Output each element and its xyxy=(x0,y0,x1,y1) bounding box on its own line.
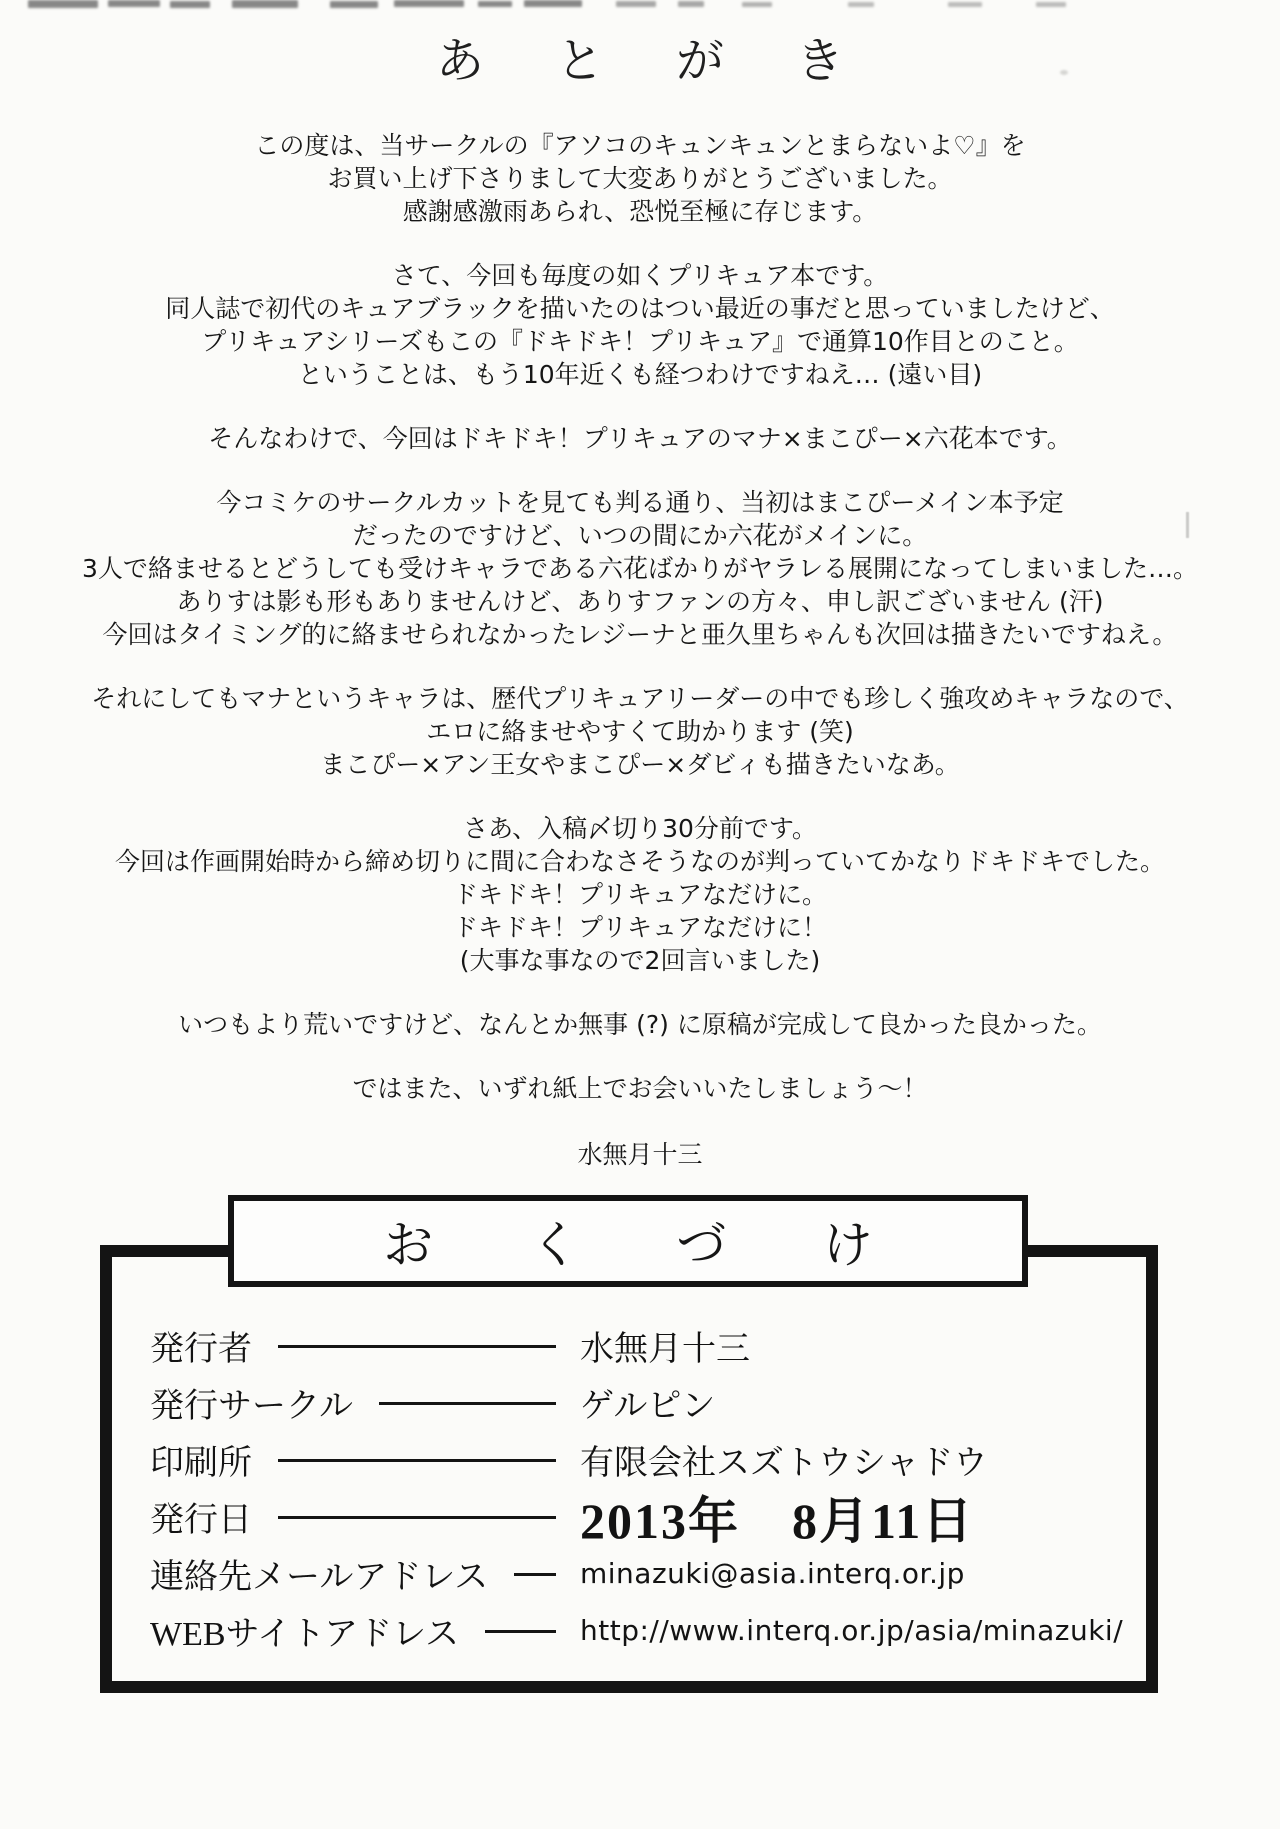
afterword-line: そんなわけで、今回はドキドキ！プリキュアのマナ×まこぴー×六花本です。 xyxy=(208,424,1072,453)
afterword-section xyxy=(0,22,1280,1171)
colophon-row-rule xyxy=(278,1345,556,1348)
afterword-line: だったのですけど、いつの間にか六花がメインに。 xyxy=(352,521,928,550)
afterword-line: さて、今回も毎度の如くプリキュア本です。 xyxy=(391,261,889,290)
colophon-row-website xyxy=(112,1602,1146,1659)
colophon-row-publisher xyxy=(112,1317,1146,1374)
colophon-row-label: WEBサイトアドレス xyxy=(150,1616,460,1653)
afterword-line: それにしてもマナというキャラは、歴代プリキュアリーダーの中でも珍しく強攻めキャラなので、 xyxy=(91,684,1189,713)
afterword-line: いつもより荒いですけど、なんとか無事 (?) に原稿が完成して良かった良かった。 xyxy=(178,1010,1102,1039)
scan-artifact-top-edge xyxy=(0,0,1280,14)
afterword-line: 同人誌で初代のキュアブラックを描いたのはつい最近の事だと思っていましたけど、 xyxy=(165,294,1115,323)
afterword-line: 感謝感激雨あられ、恐悦至極に存じます。 xyxy=(402,197,878,226)
afterword-line: ドキドキ！プリキュアなだけに。 xyxy=(452,880,827,909)
colophon-row-value: ゲルピン xyxy=(580,1386,716,1426)
colophon-box xyxy=(100,1245,1158,1693)
colophon-row-value: minazuki@asia.interq.or.jp xyxy=(580,1557,965,1590)
afterword-paragraph xyxy=(0,259,1280,391)
colophon-row-rule xyxy=(514,1573,556,1576)
colophon-title-box xyxy=(228,1195,1028,1287)
colophon-row-value: 水無月十三 xyxy=(580,1329,750,1369)
afterword-line: 今回はタイミング的に絡ませられなかったレジーナと亜久里ちゃんも次回は描きたいですねえ。 xyxy=(102,620,1178,649)
colophon-row-date xyxy=(112,1488,1146,1549)
colophon-row-circle xyxy=(112,1374,1146,1431)
afterword-line: ではまた、いずれ紙上でお会いいたしましょう〜！ xyxy=(352,1074,928,1103)
afterword-line: まこぴー×アン王女やまこぴー×ダビィも描きたいなあ。 xyxy=(320,750,960,779)
colophon-row-value: 2013年 8月11日 xyxy=(580,1492,975,1549)
afterword-line: 3人で絡ませるとどうしても受けキャラである六花ばかりがヤラレる展開になってしまいました…。 xyxy=(82,554,1198,583)
afterword-line: ということは、もう10年近くも経つわけですねえ… (遠い目) xyxy=(297,360,983,389)
afterword-line: 今回は作画開始時から締め切りに間に合わなさそうなのが判っていてかなりドキドキでした。 xyxy=(114,847,1165,876)
colophon-rows xyxy=(112,1317,1146,1659)
afterword-line: (大事な事なので2回言いました) xyxy=(459,946,821,975)
colophon-row-label: 連絡先メールアドレス xyxy=(150,1559,489,1596)
afterword-paragraph xyxy=(0,812,1280,977)
afterword-paragraph xyxy=(0,1072,1280,1105)
colophon-row-rule xyxy=(379,1402,556,1405)
colophon-row-rule xyxy=(485,1630,556,1633)
colophon-title: お く づ け xyxy=(383,1217,915,1273)
afterword-paragraph xyxy=(0,129,1280,228)
afterword-paragraph xyxy=(0,1008,1280,1041)
colophon-row-rule xyxy=(278,1459,556,1462)
colophon-row-label: 発行者 xyxy=(150,1331,252,1368)
colophon-row-email xyxy=(112,1545,1146,1602)
colophon-row-label: 印刷所 xyxy=(150,1445,252,1482)
afterword-line: 今コミケのサークルカットを見ても判る通り、当初はまこぴーメイン本予定 xyxy=(216,488,1064,517)
afterword-paragraph xyxy=(0,682,1280,781)
afterword-line: ドキドキ！プリキュアなだけに！ xyxy=(452,913,827,942)
colophon-row-label: 発行日 xyxy=(150,1502,252,1539)
afterword-paragraph xyxy=(0,486,1280,651)
afterword-title: あ と が き xyxy=(435,35,874,88)
colophon-row-value: 有限会社スズトウシャドウ xyxy=(580,1443,988,1483)
afterword-line: プリキュアシリーズもこの『ドキドキ！プリキュア』で通算10作目とのこと。 xyxy=(201,327,1079,356)
colophon-row-rule xyxy=(278,1516,556,1519)
afterword-line: ありすは影も形もありませんけど、ありすファンの方々、申し訳ございません (汗) xyxy=(176,587,1104,616)
colophon-row-value: http://www.interq.or.jp/asia/minazuki/ xyxy=(580,1614,1124,1647)
afterword-paragraph xyxy=(0,422,1280,455)
author-signature: 水無月十三 xyxy=(577,1140,703,1169)
afterword-line: お買い上げ下さりまして大変ありがとうございました。 xyxy=(327,164,953,193)
afterword-line: この度は、当サークルの『アソコのキュンキュンとまらないよ♡』を xyxy=(254,131,1026,160)
afterword-line: さあ、入稿〆切り30分前です。 xyxy=(463,814,817,843)
colophon-row-printer xyxy=(112,1431,1146,1488)
colophon-row-label: 発行サークル xyxy=(150,1388,353,1425)
afterword-line: エロに絡ませやすくて助かります (笑) xyxy=(426,717,854,746)
